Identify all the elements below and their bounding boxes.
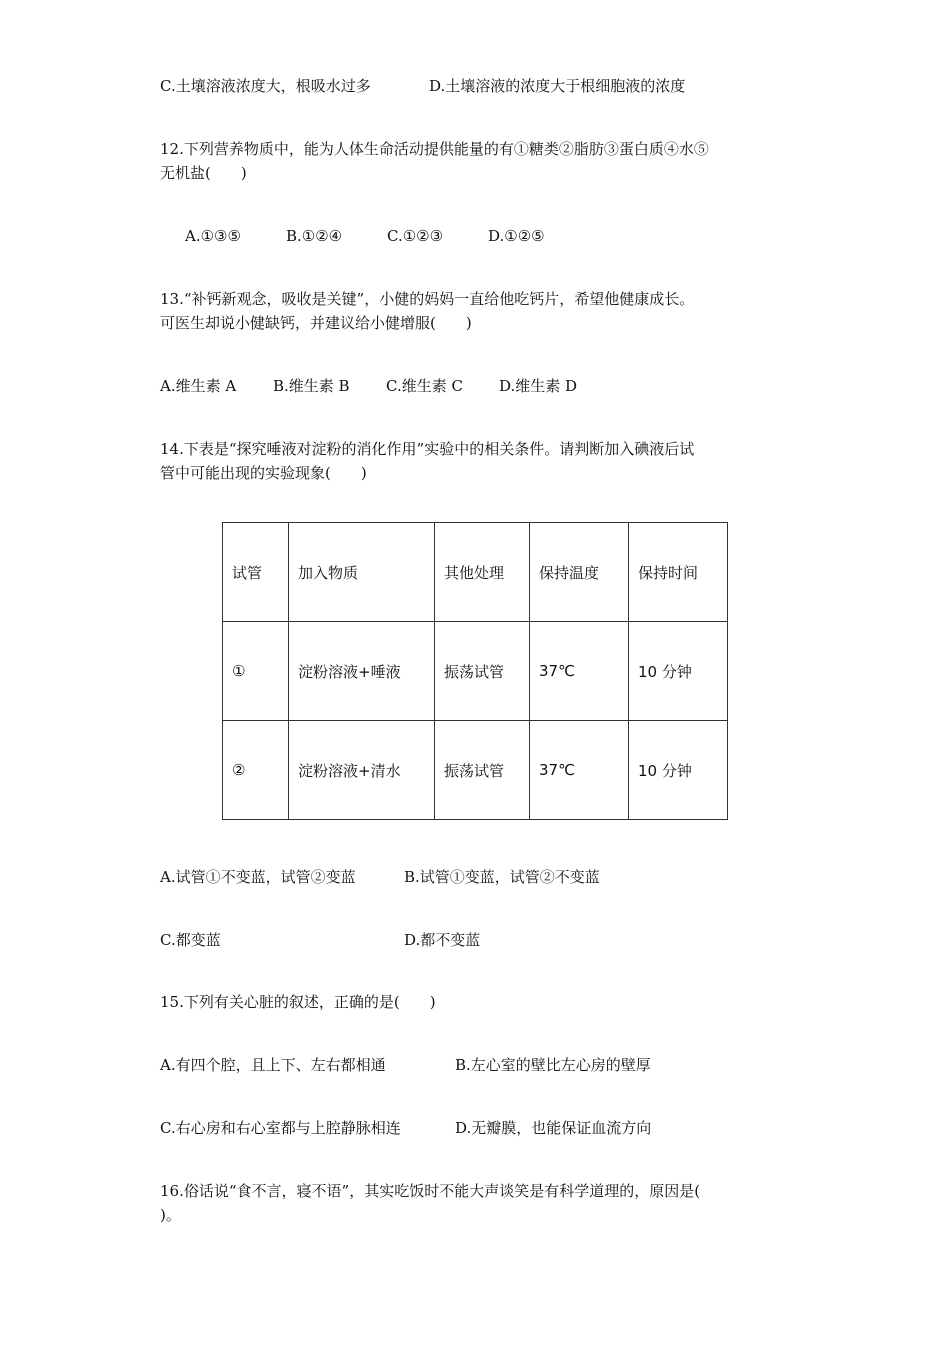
q15-stem: 15.下列有关心脏的叙述，正确的是( ) <box>160 993 436 1011</box>
table-row <box>223 622 728 721</box>
table-cell: ② <box>223 721 289 820</box>
q14-option-d: D.都不变蓝 <box>404 931 481 949</box>
table-cell: 37℃ <box>530 622 629 721</box>
table-header-cell: 其他处理 <box>435 523 530 622</box>
table-header-cell: 加入物质 <box>289 523 435 622</box>
q14-option-a: A.试管①不变蓝，试管②变蓝 <box>160 868 356 886</box>
table-header-cell: 保持温度 <box>530 523 629 622</box>
q15-option-d: D.无瓣膜，也能保证血流方向 <box>455 1119 652 1137</box>
table-cell: 10 分钟 <box>629 622 728 721</box>
table-cell: 37℃ <box>530 721 629 820</box>
q15-option-b: B.左心室的壁比左心房的壁厚 <box>455 1056 651 1074</box>
q14-stem-line2: 管中可能出现的实验现象( ) <box>160 464 367 482</box>
q12-option-d: D.①②⑤ <box>488 227 545 245</box>
q11-option-c: C.土壤溶液浓度大，根吸水过多 <box>160 77 371 95</box>
q12-option-c: C.①②③ <box>387 227 444 245</box>
q11-option-d: D.土壤溶液的浓度大于根细胞液的浓度 <box>429 77 686 95</box>
q12-option-a: A.①③⑤ <box>185 227 241 245</box>
q16-stem-line1: 16.俗话说“食不言，寝不语”，其实吃饭时不能大声谈笑是有科学道理的，原因是( <box>160 1182 701 1200</box>
q13-stem-line1: 13.“补钙新观念，吸收是关键”，小健的妈妈一直给他吃钙片，希望他健康成长。 <box>160 290 695 308</box>
q13-stem-line2: 可医生却说小健缺钙，并建议给小健增服( ) <box>160 314 472 332</box>
table-header-cell: 保持时间 <box>629 523 728 622</box>
experiment-table <box>222 522 728 820</box>
q14-stem-line1: 14.下表是“探究唾液对淀粉的消化作用”实验中的相关条件。请判断加入碘液后试 <box>160 440 695 458</box>
q13-option-a: A.维生素 A <box>160 377 237 395</box>
q13-option-c: C.维生素 C <box>386 377 463 395</box>
table-cell: 淀粉溶液+唾液 <box>289 622 435 721</box>
q12-stem-line1: 12.下列营养物质中，能为人体生命活动提供能量的有①糖类②脂肪③蛋白质④水⑤ <box>160 140 709 158</box>
table-header-cell: 试管 <box>223 523 289 622</box>
q16-stem-line2: )。 <box>160 1206 181 1224</box>
table-cell: 淀粉溶液+清水 <box>289 721 435 820</box>
q13-option-b: B.维生素 B <box>273 377 350 395</box>
q12-stem-line2: 无机盐( ) <box>160 164 247 182</box>
q13-option-d: D.维生素 D <box>499 377 578 395</box>
q15-option-a: A.有四个腔，且上下、左右都相通 <box>160 1056 386 1074</box>
table-cell: 振荡试管 <box>435 721 530 820</box>
q15-option-c: C.右心房和右心室都与上腔静脉相连 <box>160 1119 401 1137</box>
table-header-row <box>223 523 728 622</box>
table-row <box>223 721 728 820</box>
table-cell: ① <box>223 622 289 721</box>
table-cell: 10 分钟 <box>629 721 728 820</box>
q12-option-b: B.①②④ <box>286 227 343 245</box>
q14-option-b: B.试管①变蓝，试管②不变蓝 <box>404 868 600 886</box>
q14-option-c: C.都变蓝 <box>160 931 221 949</box>
table-cell: 振荡试管 <box>435 622 530 721</box>
